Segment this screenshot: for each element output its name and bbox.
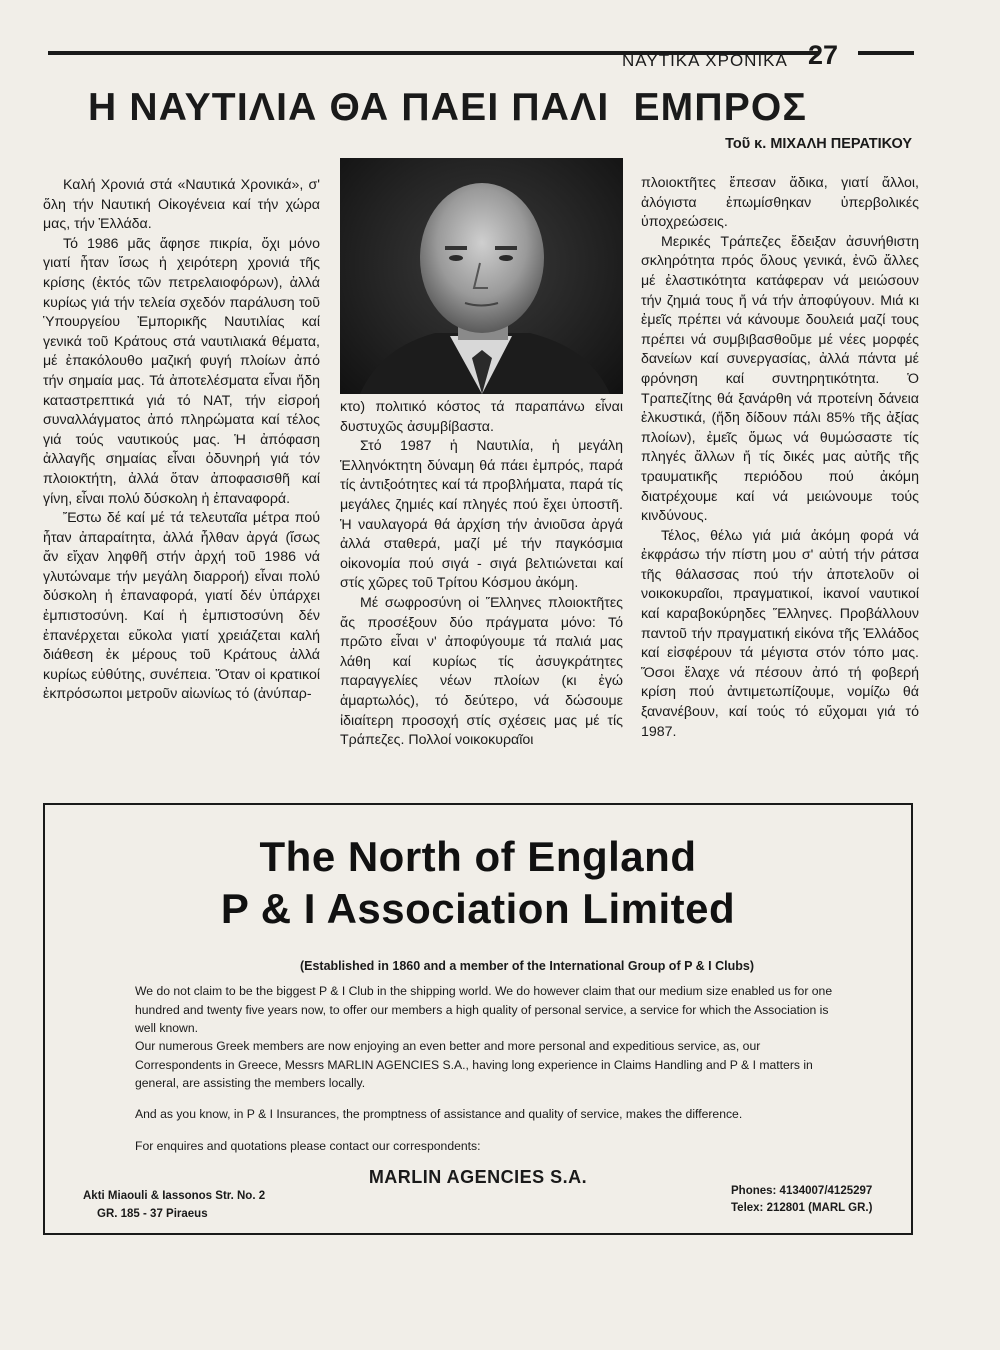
ad-address-line-2: GR. 185 - 37 Piraeus [97, 1208, 208, 1220]
ad-telex: Telex: 212801 (MARL GR.) [731, 1202, 873, 1214]
ad-paragraph-2: Our numerous Greek members are now enjoying an even better and more personal and expeditious service, as, our Correspondents in Greece, Messrs MARLIN AGENCIES S.A., having long experience in Claims Handling and P & I matters in general, are assisting the members locally. [135, 1039, 813, 1090]
ad-paragraph-3: And as you know, in P & I Insurances, the promptness of assistance and quality of service, makes the difference. [135, 1107, 743, 1121]
ad-address [83, 1187, 265, 1223]
page-number: 27 [808, 40, 839, 70]
ad-address-line-1: Akti Miaouli & Iassonos Str. No. 2 [83, 1190, 266, 1202]
article-column-3 [641, 174, 919, 742]
paragraph: Στό 1987 ἡ Ναυτιλία, ἡ μεγάλη Ἑλληνόκτητη δύναμη θά πάει ἐμπρός, παρά τίς ἀντιξοότητες καί τά προβλήματα, παρά τίς μεγάλες ζημιές καί πληγές πού ἔχει ὑποστῆ. Ἡ ναυλαγορά θά ἀρχίση τήν ἀνιοῦσα ἀργά ἀλλά σταθερά, μαζί μέ τήν παγκόσμια οἰκονομία πού σιγά - σιγά βελτιώνεται καί στίς χῶρες τοῦ Τρίτου Κόσμου ἀκόμη. [340, 438, 623, 592]
article-column-1 [43, 176, 320, 705]
ad-phones: Phones: 4134007/4125297 [731, 1185, 873, 1197]
author-photo [340, 158, 623, 394]
article-byline: Τοῦ κ. ΜΙΧΑΛΗ ΠΕΡΑΤΙΚΟΥ [725, 136, 912, 152]
magazine-name: ΝΑΥΤΙΚΑ ΧΡΟΝΙΚΑ [622, 51, 788, 70]
paragraph: Ἔστω δέ καί μέ τά τελευταῖα μέτρα πού ἦταν ἀπαραίτητα, ἀλλά ἦλθαν ἀργά (ἴσως ἄν εἴχαν ληφθῆ στήν ἀρχή τοῦ 1986 νά γλυτώναμε τήν μεγάλη διαρροή) εἶναι πολύ δύσκολη ἡ ἐπαναφορά, γιατί δέν ὑπάρχει ἐμπιστοσύνη. Καί ἡ ἐμπιστοσύνη δέν ἐπανέρχεται εὔκολα γιατί χρειάζεται καλή διάθεση ἐκ μέρους τοῦ Κράτους ἀλλά κυρίως εὐθύτης, συνέπεια. Ὅταν οἱ κρατικοί ἐκπρόσωποι μετροῦν αἰωνίως τό (ἀνύπαρ- [43, 510, 320, 703]
paragraph: Μέ σωφροσύνη οἱ Ἕλληνες πλοιοκτῆτες ἄς προσέξουν δύο πράγματα μόνο: Τό πρῶτο εἶναι ν' ἀποφύγουμε τά παλιά μας λάθη καί κυρίως τίς ἀσυγκράτητες παραγγελίες νέων πλοίων (κι ἐγώ ἁμαρτωλός), τό δεύτερο, νά δώσουμε ἰδιαίτερη προσοχή στίς σχέσεις μας μέ τίς Τράπεζες. Πολλοί νοικοκυραῖοι [340, 594, 623, 749]
paragraph: Καλή Χρονιά στά «Ναυτικά Χρονικά», σ' ὅλη τήν Ναυτική Οἰκογένεια καί τήν χώρα μας, τήν Ἑλλάδα. [43, 177, 320, 233]
ad-paragraph-4: For enquires and quotations please contact our correspondents: [135, 1139, 481, 1153]
paragraph: κτο) πολιτικό κόστος τά παραπάνω εἶναι δυστυχῶς ἀσυμβίβαστα. [340, 399, 623, 435]
ad-title-line-2: P & I Association Limited [220, 885, 736, 932]
paragraph: Τό 1986 μᾶς ἄφησε πικρία, ὄχι μόνο γιατί ἦταν ἴσως ἡ χειρότερη χρονιά τῆς κρίσης (ἐκτός τῶν πετρελαιοφόρων), ἀλλά κυρίως γιά τήν τελεία σχεδόν παράλυση τοῦ Ὑπουργείου Ἐμπορικῆς Ναυτιλίας καί γενικά τοῦ Κράτους στά ναυτιλιακά θέματα, μέ ἐπακόλουθο μαζική φυγή πλοίων ἀπό τήν σημαία μας. Τά ἀποτελέσματα εἶναι ἤδη καταστρεπτικά γιά τό ΝΑΤ, τήν εἰσροή συναλλάγματος ἀπό πληρώματα καί τέλος γιά τούς ναυτικούς μας. Ἡ ἀπόφαση ἀλλαγῆς σημαίας εἶναι ὀδυνηρή γιά τόν πλοιοκτήτη, ἀλλά ὅταν ἀποφασισθῆ καί γίνη, εἶναι πολύ δύσκολη ἡ ἐπαναφορά. [43, 235, 320, 507]
paragraph: Μερικές Τράπεζες ἔδειξαν ἀσυνήθιστη σκληρότητα πρός ὅλους γενικά, ἐνῶ ἄλλες μέ ἐλαστικότητα κατάφεραν νά μειώσουν τήν ζημιά τους ἤ νά τήν ἀποφύγουν. Μιά κι ἐμεῖς πρέπει νά κάνουμε δουλειά μαζί τους πρέπει νά συμβιβασθοῦμε μέ νέες μορφές δανείων καί συνεργασίας, ἀλλά πάντα μέ φρόνηση καί συντηρητικότητα. Ὁ Τραπεζίτης θά ξανάρθη νά προτείνη δάνεια ἑλκυστικά, (ἤδη δίδουν πάλι 85% τῆς ἀξίας πλοίων), ἐμεῖς ὅμως νά θυμώσαστε τίς πληγές ἄλλων ἤ τίς δικές μας αὐτῆς τῆς τραυματικῆς περιόδου πού ἀκόμη διατρέχουμε καί νά μειώνουμε τούς κινδύνους. [641, 233, 919, 525]
ad-contact [731, 1183, 872, 1217]
ad-paragraph-1: We do not claim to be the biggest P & I Club in the shipping world. We do however claim that our medium size enabled us for one hundred and twenty five years now, to offer our members a high quality of personal service, a service for which the Association is well known. [135, 984, 833, 1035]
article-column-2 [340, 398, 623, 751]
paragraph: πλοιοκτῆτες ἔπεσαν ἄδικα, γιατί ἄλλοι, ἀλόγιστα ἐπωμίσθηκαν ὑπερβολικές ὑποχρεώσεις. [641, 175, 919, 231]
ad-established-note: (Established in 1860 and a member of the International Group of P & I Clubs) [299, 959, 754, 973]
paragraph: Τέλος, θέλω γιά μιά ἀκόμη φορά νά ἐκφράσω τήν πίστη μου σ' αὐτή τήν ράτσα τῆς θάλασσας πού τήν ἀποτελοῦν οἱ νοικοκυραῖοι, πραγματικοί, ἱκανοί ναυτικοί καί καραβοκύρηδες Ἕλληνες. Προβάλλουν παντοῦ τήν πραγματική εἰκόνα τῆς Ἑλλάδος καί εἰσφέρουν τά μέγιστα στόν τόπο μας. Ὅσοι ἔλαχε νά πέσουν ἀπό τή φοβερή κρίση πού ἀντιμετωπίζουμε, νομίζω θά ξανανέβουν, καί τούς τό εὔχομαι γιά τό 1987. [641, 527, 919, 740]
ad-agency-name: MARLIN AGENCIES S.A. [368, 1167, 588, 1187]
advertisement-box [43, 803, 913, 1235]
ad-title-line-1: The North of England [259, 833, 697, 880]
article-title: Η ΝΑΥΤΙΛΙΑ ΘΑ ΠΑΕΙ ΠΑΛΙ ΕΜΠΡΟΣ [88, 86, 808, 129]
header-rule-right [858, 51, 914, 55]
